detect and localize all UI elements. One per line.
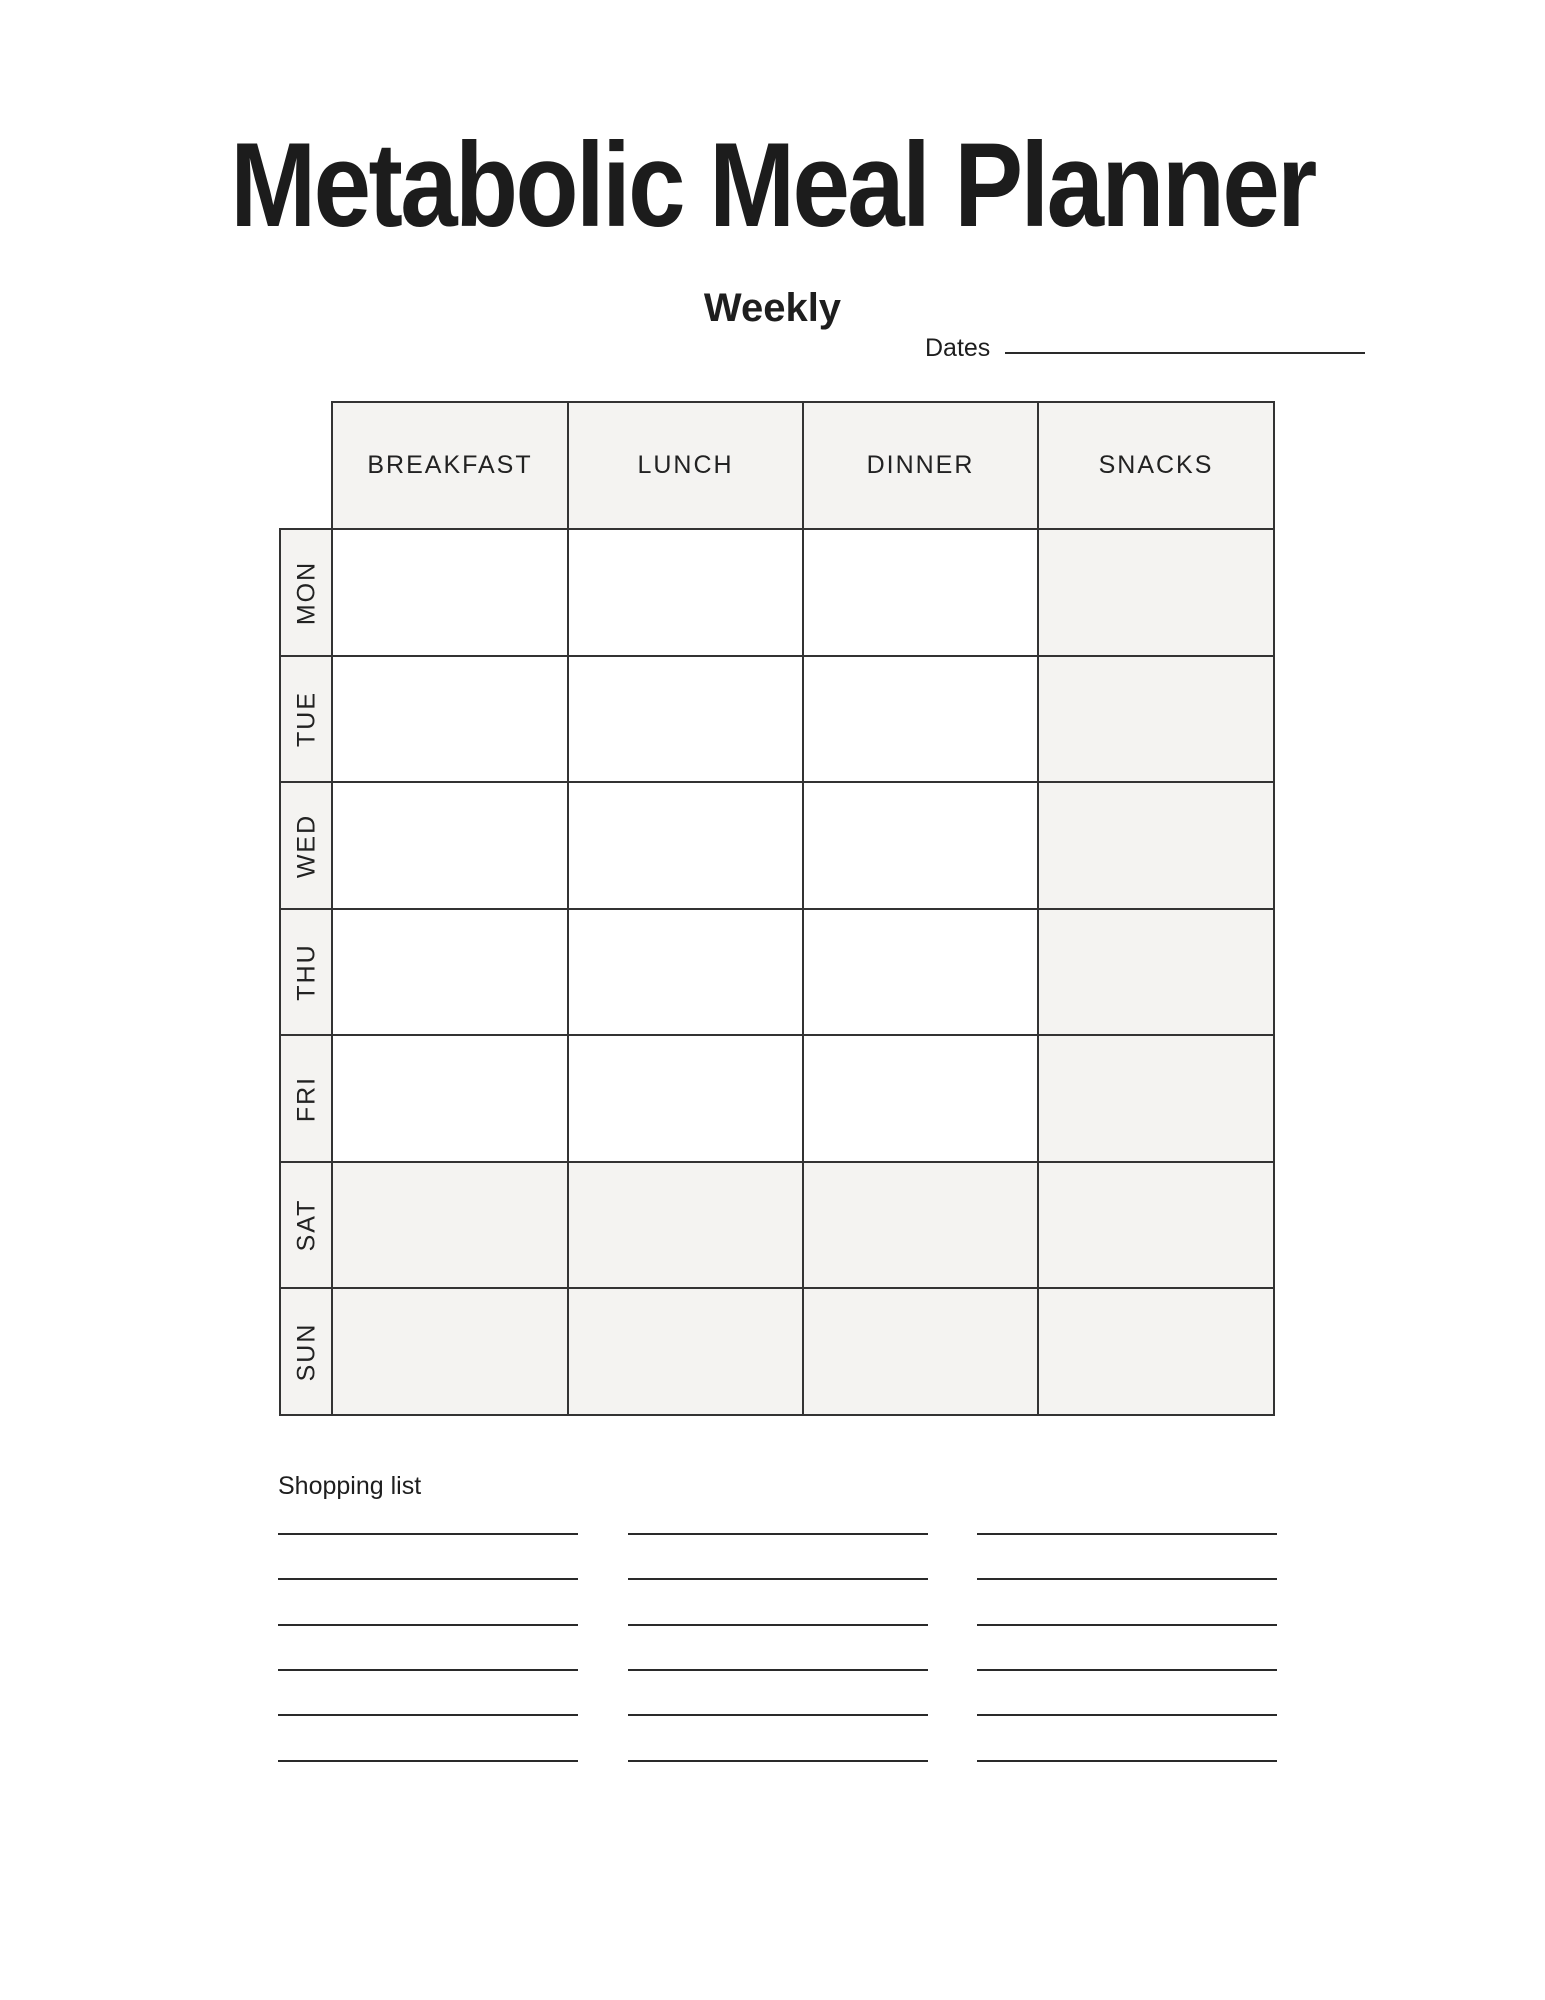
day-label-text: SAT: [292, 1198, 321, 1252]
meal-cell-sun-lunch[interactable]: [567, 1287, 804, 1416]
day-label-text: FRI: [292, 1075, 321, 1122]
day-label-mon: [279, 528, 335, 657]
day-label-sun: [279, 1287, 335, 1416]
shopping-list-line[interactable]: [977, 1760, 1277, 1762]
shopping-list-line[interactable]: [628, 1714, 928, 1716]
shopping-list-line[interactable]: [628, 1760, 928, 1762]
meal-cell-wed-snacks[interactable]: [1037, 781, 1275, 910]
meal-header-label: SNACKS: [1098, 451, 1214, 479]
meal-cell-thu-lunch[interactable]: [567, 908, 804, 1036]
meal-cell-fri-snacks[interactable]: [1037, 1034, 1275, 1163]
meal-cell-wed-dinner[interactable]: [802, 781, 1039, 910]
meal-cell-wed-breakfast[interactable]: [331, 781, 569, 910]
day-label-thu: [279, 908, 335, 1036]
meal-cell-tue-lunch[interactable]: [567, 655, 804, 783]
day-label-text: TUE: [292, 691, 321, 747]
shopping-list-label: Shopping list: [278, 1472, 422, 1500]
meal-cell-mon-dinner[interactable]: [802, 528, 1039, 657]
meal-cell-mon-lunch[interactable]: [567, 528, 804, 657]
meal-cell-fri-dinner[interactable]: [802, 1034, 1039, 1163]
dates-field-line[interactable]: [1005, 352, 1365, 354]
day-label-text: WED: [292, 813, 321, 878]
shopping-list-line[interactable]: [278, 1714, 578, 1716]
shopping-list-line[interactable]: [278, 1578, 578, 1580]
meal-cell-tue-snacks[interactable]: [1037, 655, 1275, 783]
day-label-tue: [279, 655, 335, 783]
meal-cell-fri-lunch[interactable]: [567, 1034, 804, 1163]
day-label-text: THU: [292, 943, 321, 1001]
meal-header-label: BREAKFAST: [367, 451, 533, 479]
meal-cell-sun-snacks[interactable]: [1037, 1287, 1275, 1416]
meal-cell-thu-snacks[interactable]: [1037, 908, 1275, 1036]
day-label-wed: [279, 781, 335, 910]
meal-cell-fri-breakfast[interactable]: [331, 1034, 569, 1163]
shopping-list-line[interactable]: [977, 1714, 1277, 1716]
meal-header-label: LUNCH: [637, 451, 734, 479]
meal-cell-tue-breakfast[interactable]: [331, 655, 569, 783]
shopping-list-line[interactable]: [628, 1533, 928, 1535]
meal-header-lunch: [567, 401, 804, 530]
day-label-text: MON: [292, 560, 321, 625]
shopping-list-line[interactable]: [628, 1624, 928, 1626]
meal-cell-thu-dinner[interactable]: [802, 908, 1039, 1036]
meal-cell-mon-snacks[interactable]: [1037, 528, 1275, 657]
shopping-list-line[interactable]: [278, 1533, 578, 1535]
page-title: Metabolic Meal Planner: [230, 118, 1315, 252]
meal-cell-wed-lunch[interactable]: [567, 781, 804, 910]
day-label-text: SUN: [292, 1322, 321, 1381]
meal-cell-sat-dinner[interactable]: [802, 1161, 1039, 1289]
shopping-list-line[interactable]: [977, 1624, 1277, 1626]
meal-cell-sat-snacks[interactable]: [1037, 1161, 1275, 1289]
meal-header-breakfast: [331, 401, 569, 530]
shopping-list-line[interactable]: [628, 1578, 928, 1580]
meal-cell-tue-dinner[interactable]: [802, 655, 1039, 783]
meal-cell-sun-dinner[interactable]: [802, 1287, 1039, 1416]
shopping-list-line[interactable]: [628, 1669, 928, 1671]
meal-cell-sat-breakfast[interactable]: [331, 1161, 569, 1289]
meal-cell-thu-breakfast[interactable]: [331, 908, 569, 1036]
shopping-list-line[interactable]: [977, 1669, 1277, 1671]
meal-header-label: DINNER: [866, 451, 975, 479]
shopping-list-line[interactable]: [278, 1760, 578, 1762]
shopping-list-line[interactable]: [977, 1533, 1277, 1535]
meal-header-dinner: [802, 401, 1039, 530]
shopping-list-line[interactable]: [278, 1669, 578, 1671]
day-label-fri: [279, 1034, 335, 1163]
meal-header-snacks: [1037, 401, 1275, 530]
day-label-sat: [279, 1161, 335, 1289]
dates-label: Dates: [925, 334, 991, 362]
shopping-list-line[interactable]: [977, 1578, 1277, 1580]
page-subtitle: Weekly: [703, 286, 842, 330]
meal-cell-mon-breakfast[interactable]: [331, 528, 569, 657]
shopping-list-line[interactable]: [278, 1624, 578, 1626]
meal-cell-sun-breakfast[interactable]: [331, 1287, 569, 1416]
meal-cell-sat-lunch[interactable]: [567, 1161, 804, 1289]
